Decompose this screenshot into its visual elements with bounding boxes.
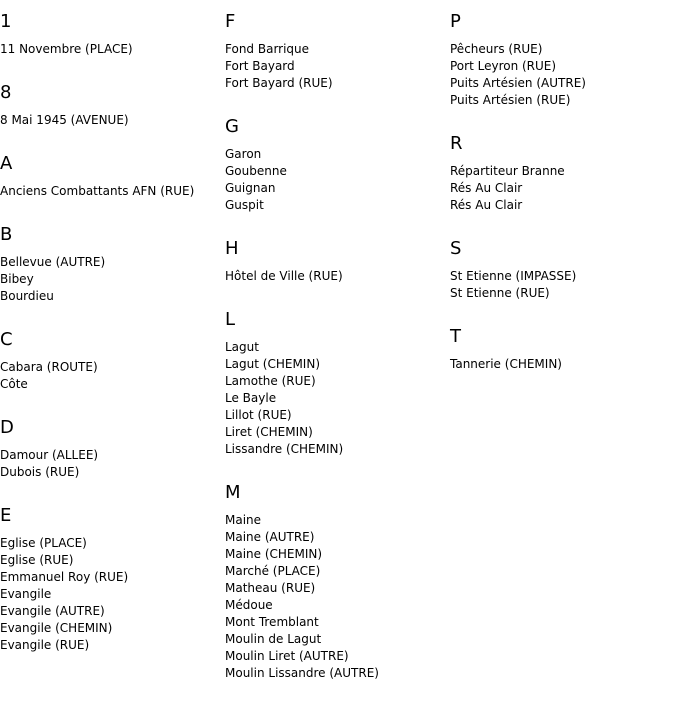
street-link[interactable]: Côte: [0, 377, 28, 391]
street-list: [225, 138, 450, 214]
letter-section: [225, 92, 450, 214]
street-link[interactable]: Dubois (RUE): [0, 465, 80, 479]
section-letter-heading: A: [0, 153, 13, 174]
street-index-column-3: [450, 0, 675, 373]
street-link[interactable]: Guignan: [225, 181, 276, 195]
letter-section: [450, 109, 675, 214]
section-letter-heading: C: [0, 329, 13, 350]
letter-section: [225, 285, 450, 458]
street-list: [0, 246, 225, 305]
street-link[interactable]: Mont Tremblant: [225, 615, 319, 629]
letter-section: [0, 0, 225, 58]
street-link[interactable]: Bellevue (AUTRE): [0, 255, 106, 269]
section-letter-heading: G: [225, 116, 239, 137]
section-letter-heading: E: [0, 505, 12, 526]
street-link[interactable]: Moulin de Lagut: [225, 632, 322, 646]
street-link[interactable]: St Etienne (RUE): [450, 286, 550, 300]
street-link[interactable]: Maine (AUTRE): [225, 530, 315, 544]
street-link[interactable]: Puits Artésien (AUTRE): [450, 76, 586, 90]
street-list: [225, 331, 450, 458]
letter-section: [0, 200, 225, 305]
street-list: [0, 104, 225, 129]
street-link[interactable]: Lissandre (CHEMIN): [225, 442, 344, 456]
street-link[interactable]: Eglise (PLACE): [0, 536, 87, 550]
street-link[interactable]: 8 Mai 1945 (AVENUE): [0, 113, 129, 127]
letter-section: [0, 58, 225, 129]
street-link[interactable]: Liret (CHEMIN): [225, 425, 313, 439]
street-list: [225, 260, 450, 285]
section-letter-heading: F: [225, 11, 236, 32]
street-link[interactable]: Hôtel de Ville (RUE): [225, 269, 343, 283]
street-list: [450, 260, 675, 302]
street-link[interactable]: Goubenne: [225, 164, 287, 178]
street-link[interactable]: Moulin Lissandre (AUTRE): [225, 666, 379, 680]
street-link[interactable]: Bourdieu: [0, 289, 54, 303]
street-index-column-2: [225, 0, 450, 682]
street-link[interactable]: Lagut (CHEMIN): [225, 357, 320, 371]
street-link[interactable]: Port Leyron (RUE): [450, 59, 557, 73]
street-link[interactable]: Rés Au Clair: [450, 181, 523, 195]
street-link[interactable]: Marché (PLACE): [225, 564, 321, 578]
street-list: [450, 348, 675, 373]
street-link[interactable]: Maine (CHEMIN): [225, 547, 323, 561]
section-letter-heading: H: [225, 238, 239, 259]
street-link[interactable]: Emmanuel Roy (RUE): [0, 570, 129, 584]
section-letter-heading: L: [225, 309, 236, 330]
section-letter-heading: B: [0, 224, 13, 245]
section-letter-heading: 1: [0, 11, 12, 32]
letter-section: [0, 129, 225, 200]
street-link[interactable]: St Etienne (IMPASSE): [450, 269, 577, 283]
street-list: [0, 351, 225, 393]
letter-section: [450, 0, 675, 109]
street-list: [225, 504, 450, 682]
letter-section: [450, 214, 675, 302]
street-link[interactable]: Lamothe (RUE): [225, 374, 316, 388]
letter-section: [225, 458, 450, 682]
street-list: [450, 33, 675, 109]
section-letter-heading: P: [450, 11, 461, 32]
street-link[interactable]: Pêcheurs (RUE): [450, 42, 543, 56]
street-link[interactable]: Matheau (RUE): [225, 581, 316, 595]
street-link[interactable]: Bibey: [0, 272, 34, 286]
letter-section: [0, 481, 225, 654]
street-link[interactable]: Lillot (RUE): [225, 408, 292, 422]
street-list: [0, 33, 225, 58]
letter-section: [0, 305, 225, 393]
street-link[interactable]: Tannerie (CHEMIN): [450, 357, 562, 371]
section-letter-heading: 8: [0, 82, 12, 103]
street-link[interactable]: Maine: [225, 513, 262, 527]
street-link[interactable]: Répartiteur Branne: [450, 164, 565, 178]
street-list: [0, 527, 225, 654]
street-link[interactable]: Médoue: [225, 598, 273, 612]
street-link[interactable]: Lagut: [225, 340, 259, 354]
street-link[interactable]: Guspit: [225, 198, 264, 212]
street-link[interactable]: Evangile (CHEMIN): [0, 621, 113, 635]
letter-section: [225, 214, 450, 285]
street-list: [0, 175, 225, 200]
street-link[interactable]: Garon: [225, 147, 262, 161]
street-link[interactable]: Fort Bayard (RUE): [225, 76, 333, 90]
section-letter-heading: S: [450, 238, 462, 259]
section-letter-heading: M: [225, 482, 241, 503]
section-letter-heading: R: [450, 133, 463, 154]
section-letter-heading: D: [0, 417, 14, 438]
letter-section: [450, 302, 675, 373]
street-link[interactable]: Rés Au Clair: [450, 198, 523, 212]
street-link[interactable]: 11 Novembre (PLACE): [0, 42, 133, 56]
street-link[interactable]: Fort Bayard: [225, 59, 295, 73]
street-link[interactable]: Evangile (AUTRE): [0, 604, 105, 618]
letter-section: [225, 0, 450, 92]
street-link[interactable]: Evangile (RUE): [0, 638, 90, 652]
letter-section: [0, 393, 225, 481]
street-link[interactable]: Fond Barrique: [225, 42, 310, 56]
street-list: [0, 439, 225, 481]
street-list: [450, 155, 675, 214]
street-link[interactable]: Puits Artésien (RUE): [450, 93, 571, 107]
street-link[interactable]: Le Bayle: [225, 391, 277, 405]
street-link[interactable]: Evangile: [0, 587, 52, 601]
street-index-column-1: [0, 0, 225, 654]
street-link[interactable]: Cabara (ROUTE): [0, 360, 98, 374]
street-link[interactable]: Anciens Combattants AFN (RUE): [0, 184, 195, 198]
street-list: [225, 33, 450, 92]
street-link[interactable]: Damour (ALLEE): [0, 448, 99, 462]
street-link[interactable]: Eglise (RUE): [0, 553, 74, 567]
section-letter-heading: T: [450, 326, 461, 347]
street-link[interactable]: Moulin Liret (AUTRE): [225, 649, 349, 663]
